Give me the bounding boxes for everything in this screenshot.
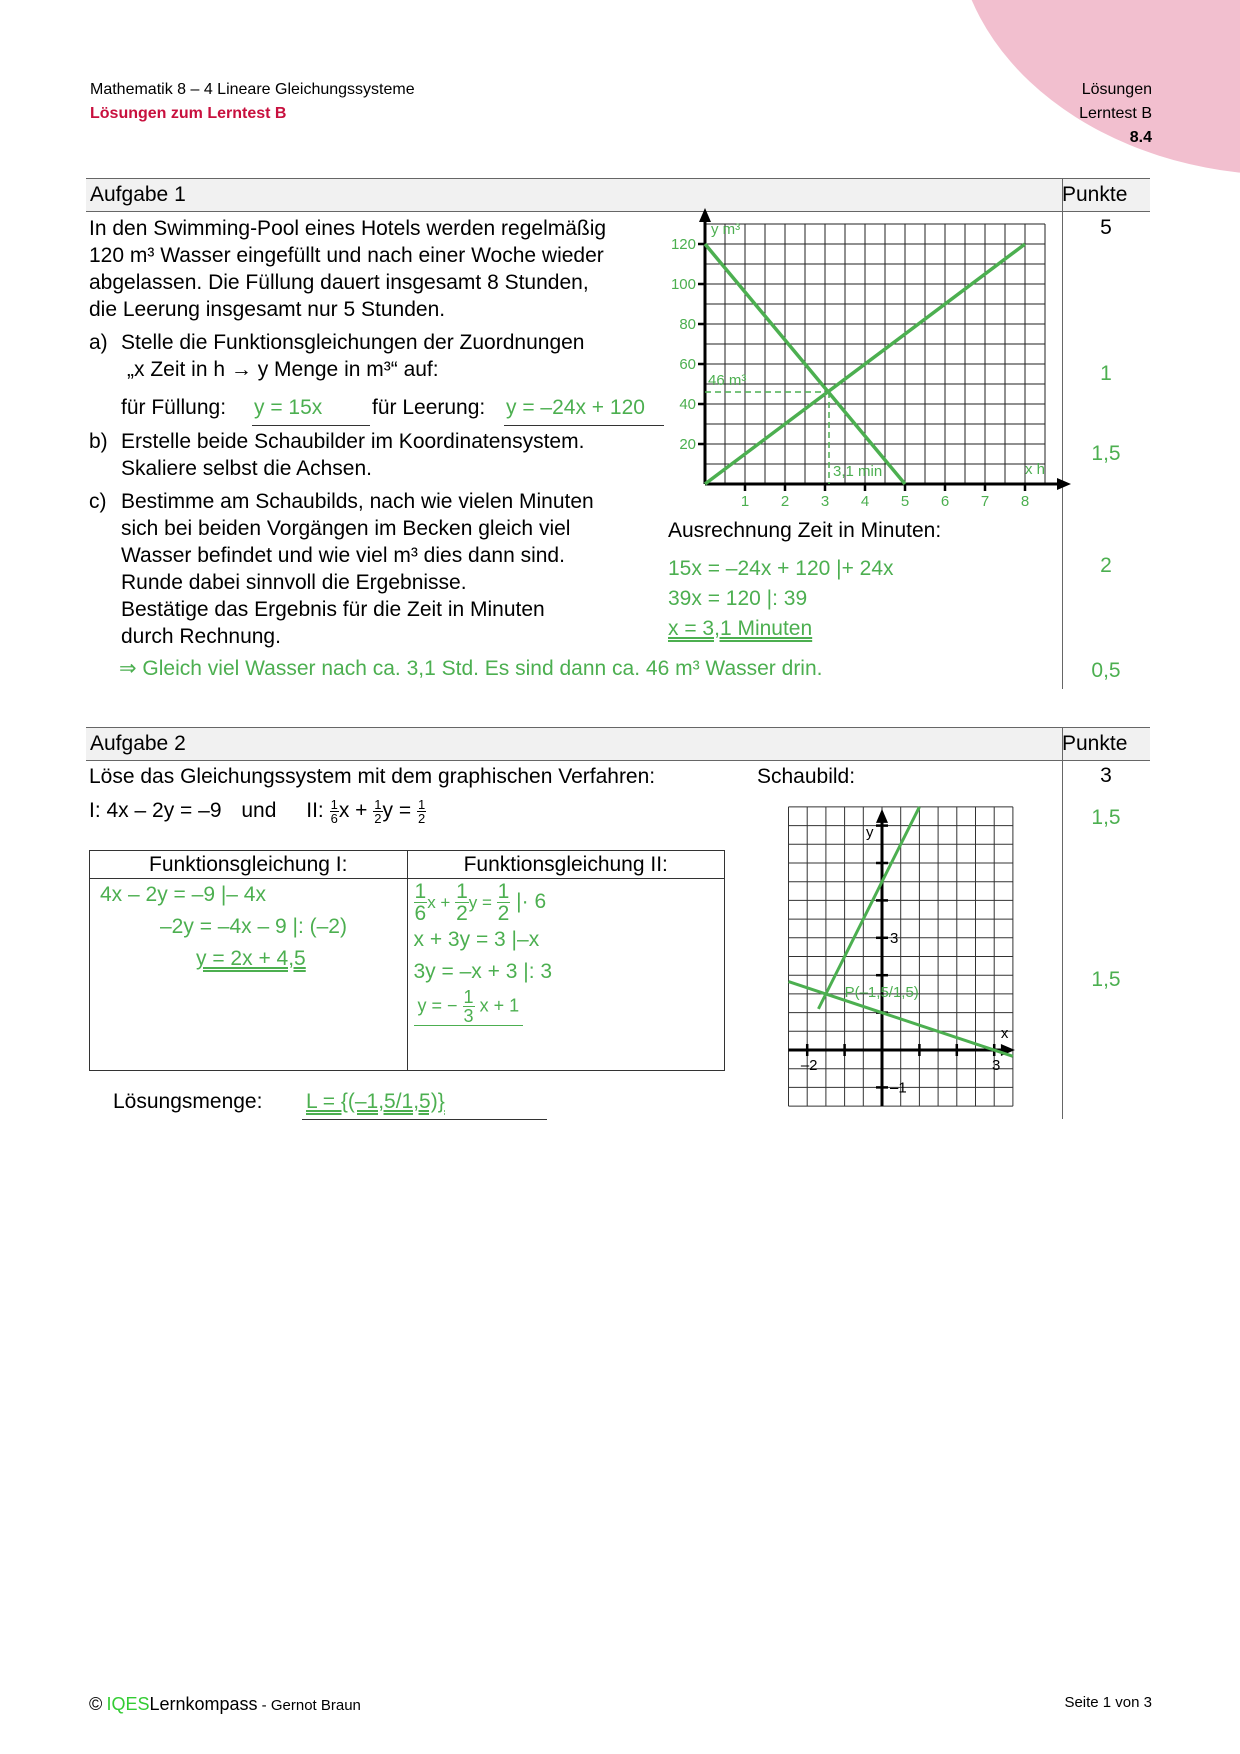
copyright-icon: ©: [89, 1694, 103, 1714]
brand-iqes: IQES: [106, 1694, 150, 1714]
intersection-label: P(–1,5/1,5): [844, 984, 919, 1002]
intro-line: In den Swimming-Pool eines Hotels werden regelmäßig: [89, 217, 607, 240]
annotation-volume: 46 m³: [708, 372, 747, 389]
y-tick-label: 20: [679, 436, 696, 453]
y-tick-label: 80: [679, 316, 696, 333]
result-prefix: y = −: [417, 995, 458, 1016]
task2-points-eq1: 1,5: [1091, 806, 1121, 829]
col2-line: x + 3y = 3 |–x: [413, 928, 540, 951]
page-number: Seite 1 von 3: [1064, 1694, 1152, 1711]
c-line: Bestätige das Ergebnis für die Zeit in Minuten: [121, 598, 545, 621]
fill-label: für Füllung:: [121, 396, 227, 419]
col2-first-op: |· 6: [516, 890, 547, 914]
x-axis-label: x: [1000, 1025, 1009, 1042]
empty-label: für Leerung:: [372, 396, 486, 419]
x-tick-label: 5: [900, 493, 910, 510]
x-tick-label: 8: [1020, 493, 1030, 510]
col1-line: –2y = –4x – 9 |: (–2): [160, 915, 347, 938]
task1-points-conclusion: 0,5: [1091, 659, 1121, 682]
equation-II-label: II:: [306, 799, 324, 822]
frac-den: 3: [463, 1006, 474, 1026]
course-title: Mathematik 8 – 4 Lineare Gleichungssysteme: [90, 81, 415, 98]
task1-points-c: 2: [1100, 554, 1112, 577]
solution-label: Lösungsmenge:: [113, 1090, 263, 1113]
task1-a-label: a): [89, 331, 108, 354]
task2-points-eq2: 1,5: [1091, 968, 1121, 991]
a-line: „x Zeit in h → y Menge in m³“ auf:: [127, 358, 439, 381]
col2-first-line: $\frac{1}{6}$ x + $\frac{1}{2}$ y = $\frac{1}{2}$ |· 6: [414, 880, 547, 925]
header-number: 8.4: [1129, 129, 1152, 146]
header-solutions: Lösungen: [1081, 81, 1152, 98]
brand-lernkompass: Lernkompass: [149, 1694, 258, 1714]
task2-points-total: 3: [1100, 764, 1112, 787]
task1-conclusion: ⇒ Gleich viel Wasser nach ca. 3,1 Std. Es sind dann ca. 46 m³ Wasser drin.: [119, 657, 823, 680]
b-line: Erstelle beide Schaubilder im Koordinatensystem.: [121, 430, 585, 453]
intro-line: die Leerung insgesamt nur 5 Stunden.: [89, 298, 446, 321]
frac-num: 1: [463, 987, 474, 1007]
y-tick-label: 100: [670, 276, 696, 293]
col2-header: Funktionsgleichung II:: [407, 851, 725, 879]
y-tick-label: –1: [890, 1079, 907, 1097]
a-line: Stelle die Funktionsgleichungen der Zuordnungen: [121, 331, 585, 354]
y-axis-label: y m³: [711, 221, 741, 238]
calc-result: x = 3,1 Minuten: [668, 617, 813, 640]
c-line: Runde dabei sinnvoll die Ergebnisse.: [121, 571, 467, 594]
y-tick-label: 40: [679, 396, 696, 413]
task1-points-header: Punkte: [1062, 183, 1128, 206]
result-suffix: x + 1: [479, 995, 520, 1016]
x-tick-label: 1: [740, 493, 750, 510]
task1-points-a: 1: [1100, 362, 1112, 385]
task2-points-header: Punkte: [1062, 732, 1128, 755]
y-tick-label: 3: [890, 929, 899, 947]
task1-b-label: b): [89, 430, 108, 453]
intro-line: 120 m³ Wasser eingefüllt und nach einer Woche wieder: [89, 244, 604, 267]
calc-heading: Ausrechnung Zeit in Minuten:: [668, 519, 942, 542]
col2-line: 3y = –x + 3 |: 3: [413, 960, 553, 983]
task2-equations: I: 4x – 2y = –9 und II: $\frac{1}{6}$ x + $\frac{1}{2}$ y = $\frac{1}{2}$: [89, 796, 426, 826]
empty-answer: y = –24x + 120: [506, 396, 645, 419]
c-line: Wasser befindet und wie viel m³ dies dann sind.: [121, 544, 565, 567]
x-tick-label: 3: [992, 1057, 1001, 1074]
solution-set: L = {(–1,5/1,5)}: [306, 1090, 445, 1113]
task1-points-total: 5: [1100, 216, 1112, 239]
y-tick-label: 120: [670, 236, 696, 253]
y-axis-label: y: [866, 823, 874, 841]
col1-result: y = 2x + 4,5: [196, 947, 306, 970]
x-tick-label: 2: [780, 493, 790, 510]
page-subtitle: Lösungen zum Lerntest B: [90, 105, 287, 122]
c-line: durch Rechnung.: [121, 625, 281, 648]
task2-instruction: Löse das Gleichungssystem mit dem graphischen Verfahren:: [89, 765, 656, 788]
frac-num: 1: [374, 796, 382, 812]
x-tick-label: 7: [980, 493, 990, 510]
fill-answer: y = 15x: [254, 396, 323, 419]
frac-den: 6: [330, 810, 338, 826]
header-test: Lerntest B: [1079, 105, 1152, 122]
footer-brand: [89, 1694, 361, 1715]
intro-line: abgelassen. Die Füllung dauert insgesamt 8 Stunden,: [89, 271, 589, 294]
x-axis-label: x h: [1025, 461, 1046, 478]
x-tick-label: –2: [800, 1057, 818, 1074]
task1-points-b: 1,5: [1091, 442, 1121, 465]
task1-c-label: c): [89, 490, 107, 513]
frac-num: 1: [330, 796, 338, 812]
frac-num: 1: [417, 796, 426, 812]
calc-line: 15x = –24x + 120 |+ 24x: [668, 557, 894, 580]
col1-header: Funktionsgleichung I:: [90, 851, 408, 879]
y-axis-arrow: [876, 809, 888, 823]
annotation-time: 3,1 min: [833, 463, 883, 480]
frac-den: 2: [417, 810, 426, 826]
task2-title: Aufgabe 2: [90, 732, 186, 755]
c-line: Bestimme am Schaubilds, nach wie vielen Minuten: [121, 490, 594, 513]
and-word: und: [241, 799, 277, 822]
schaubild-label: Schaubild:: [757, 765, 856, 788]
equation-I: I: 4x – 2y = –9: [89, 799, 222, 822]
x-tick-label: 3: [820, 493, 830, 510]
frac-den: 2: [374, 810, 382, 826]
y-tick-label: 60: [679, 356, 696, 373]
b-line: Skaliere selbst die Achsen.: [121, 457, 372, 480]
x-tick-label: 6: [940, 493, 950, 510]
task1-title: Aufgabe 1: [90, 183, 186, 206]
col1-line: 4x – 2y = –9 |– 4x: [100, 883, 266, 906]
footer-author: - Gernot Braun: [257, 1697, 361, 1714]
c-line: sich bei beiden Vorgängen im Becken gleich viel: [121, 517, 571, 540]
x-tick-label: 4: [860, 493, 870, 510]
calc-line: 39x = 120 |: 39: [668, 587, 808, 610]
